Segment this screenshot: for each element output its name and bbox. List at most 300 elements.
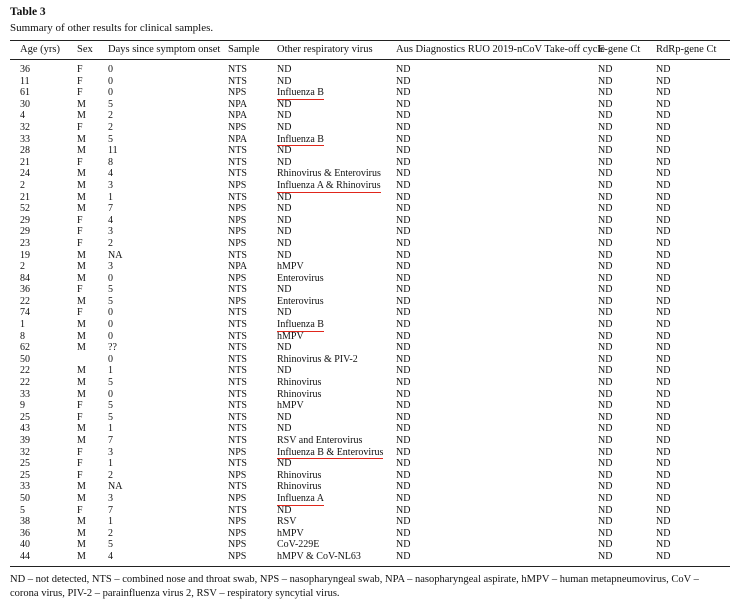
rdrp-gene-cell: ND [656,458,671,470]
sex-cell: M [77,435,86,446]
table-row [0,528,740,540]
rdrp-gene-cell: ND [656,504,671,516]
e-gene-cell: ND [598,64,613,75]
other-virus-cell: ND [277,75,292,87]
rdrp-gene-cell: ND [656,237,671,249]
other-virus-cell: ND [277,458,292,470]
rdrp-gene-cell: ND [656,539,671,551]
rdrp-gene-cell: ND [656,284,671,296]
takeoff-cycle-cell: ND [396,249,411,261]
sample-cell: NPS [228,446,247,458]
takeoff-cycle-cell: ND [396,226,411,238]
sex-cell: M [77,272,86,284]
table-row [0,470,740,482]
sex-cell: F [77,226,83,238]
other-virus-cell: CoV-229E [277,539,320,551]
takeoff-cycle-cell: ND [396,458,411,470]
footnote: ND – not detected, NTS – combined nose and throat swab, NPS – nasopharyngeal swab, NPA – nasopharyngeal aspirate, hMPV – human metapneumovirus, CoV – corona virus, PIV-2 – parainfluenza virus 2, RSV – respiratory syncytial virus. [10,574,699,599]
sample-cell: NPS [228,295,247,307]
age-cell: 39 [20,435,30,446]
takeoff-cycle-cell: ND [396,156,411,168]
sex-cell: F [77,458,83,470]
other-virus-cell: Enterovirus [277,295,324,307]
age-cell: 44 [20,550,30,562]
e-gene-cell: ND [598,550,613,562]
table-row [0,331,740,343]
days-cell: 11 [108,145,118,157]
days-cell: 5 [108,133,113,145]
days-cell: 8 [108,156,113,168]
sample-cell: NPS [228,226,247,238]
takeoff-cycle-cell: ND [396,64,411,75]
days-cell: 0 [108,388,113,400]
sex-cell: M [77,377,86,389]
other-virus-cell: ND [277,64,292,75]
other-virus-cell: RSV [277,516,297,528]
age-cell: 32 [20,446,30,458]
sex-cell: F [77,121,83,133]
rdrp-gene-cell: ND [656,64,671,75]
rdrp-gene-cell: ND [656,423,671,435]
takeoff-cycle-cell: ND [396,261,411,273]
sex-cell: M [77,423,86,435]
age-cell: 84 [20,272,30,284]
sex-cell: M [77,203,86,215]
e-gene-cell: ND [598,307,613,319]
sample-cell: NPS [228,237,247,249]
sample-cell: NTS [228,307,247,319]
e-gene-cell: ND [598,400,613,412]
sex-cell: M [77,550,86,562]
takeoff-cycle-cell: ND [396,191,411,203]
days-cell: 0 [108,272,113,284]
sex-cell: M [77,539,86,551]
other-virus-cell: Rhinovirus & Enterovirus [277,168,381,180]
takeoff-cycle-cell: ND [396,365,411,377]
sex-cell: M [77,261,86,273]
age-cell: 2 [20,179,25,191]
sample-cell: NTS [228,75,247,87]
takeoff-cycle-cell: ND [396,203,411,215]
sex-cell: M [77,388,86,400]
e-gene-cell: ND [598,365,613,377]
e-gene-cell: ND [598,423,613,435]
sex-cell: M [77,492,86,504]
sample-cell: NTS [228,284,247,296]
other-virus-cell: ND [277,249,292,261]
days-cell: 5 [108,284,113,296]
age-cell: 1 [20,319,25,331]
table-row [0,261,740,273]
header-age: Age (yrs) [20,44,60,55]
sex-cell: M [77,481,86,493]
sex-cell: M [77,365,86,377]
table-row [0,551,740,563]
sex-cell: M [77,342,86,354]
e-gene-cell: ND [598,469,613,481]
table-row [0,412,740,424]
age-cell: 9 [20,400,25,412]
table-row [0,458,740,470]
takeoff-cycle-cell: ND [396,400,411,412]
rdrp-gene-cell: ND [656,435,671,446]
age-cell: 36 [20,284,30,296]
other-virus-cell: ND [277,423,292,435]
other-virus-cell: Rhinovirus [277,388,322,400]
days-cell: 5 [108,98,113,110]
rdrp-gene-cell: ND [656,226,671,238]
sex-cell: F [77,156,83,168]
sample-cell: NTS [228,64,247,75]
days-cell: 0 [108,75,113,87]
sample-cell: NTS [228,156,247,168]
takeoff-cycle-cell: ND [396,550,411,562]
table-row [0,157,740,169]
age-cell: 8 [20,330,25,342]
rdrp-gene-cell: ND [656,550,671,562]
e-gene-cell: ND [598,435,613,446]
table-bottom-rule [10,566,730,567]
days-cell: 2 [108,121,113,133]
days-cell: 3 [108,492,113,504]
takeoff-cycle-cell: ND [396,75,411,87]
header-sex: Sex [77,44,93,55]
rdrp-gene-cell: ND [656,319,671,331]
age-cell: 33 [20,388,30,400]
takeoff-cycle-cell: ND [396,237,411,249]
sex-cell: F [77,214,83,226]
days-cell: 4 [108,168,113,180]
other-virus-cell: hMPV [277,527,304,539]
e-gene-cell: ND [598,539,613,551]
table-row [0,87,740,99]
rdrp-gene-cell: ND [656,261,671,273]
days-cell: 3 [108,226,113,238]
age-cell: 25 [20,458,30,470]
age-cell: 25 [20,469,30,481]
e-gene-cell: ND [598,458,613,470]
table-row [0,423,740,435]
table-row [0,377,740,389]
rdrp-gene-cell: ND [656,133,671,145]
e-gene-cell: ND [598,179,613,191]
sex-cell: M [77,168,86,180]
takeoff-cycle-cell: ND [396,504,411,516]
sex-cell: F [77,87,83,99]
e-gene-cell: ND [598,342,613,354]
other-virus-cell: Rhinovirus [277,481,322,493]
days-cell: 3 [108,261,113,273]
age-cell: 25 [20,411,30,423]
table-row [0,354,740,366]
rdrp-gene-cell: ND [656,400,671,412]
days-cell: 1 [108,423,113,435]
e-gene-cell: ND [598,145,613,157]
table-row [0,539,740,551]
other-virus-cell: Influenza B [277,319,324,331]
other-virus-cell: Influenza A [277,492,324,504]
age-cell: 19 [20,249,30,261]
table-header-rule [10,59,730,60]
age-cell: 22 [20,295,30,307]
other-virus-cell: ND [277,121,292,133]
sex-cell: M [77,179,86,191]
other-virus-cell: ND [277,504,292,516]
table-row [0,273,740,285]
rdrp-gene-cell: ND [656,295,671,307]
e-gene-cell: ND [598,377,613,389]
other-virus-cell: Influenza A & Rhinovirus [277,179,381,191]
rdrp-gene-cell: ND [656,191,671,203]
age-cell: 29 [20,214,30,226]
other-virus-cell: ND [277,284,292,296]
sample-cell: NPS [228,214,247,226]
takeoff-cycle-cell: ND [396,98,411,110]
sex-cell: M [77,516,86,528]
header-takeoff-cycle: Aus Diagnostics RUO 2019-nCoV Take-off cycle [396,44,605,55]
rdrp-gene-cell: ND [656,516,671,528]
sample-cell: NPS [228,550,247,562]
rdrp-gene-cell: ND [656,353,671,365]
sample-cell: NTS [228,458,247,470]
takeoff-cycle-cell: ND [396,353,411,365]
table-row [0,76,740,88]
takeoff-cycle-cell: ND [396,319,411,331]
sample-cell: NTS [228,504,247,516]
sample-cell: NPS [228,87,247,99]
days-cell: 5 [108,539,113,551]
table-row [0,134,740,146]
sex-cell: F [77,400,83,412]
age-cell: 24 [20,168,30,180]
days-cell: 2 [108,110,113,122]
takeoff-cycle-cell: ND [396,492,411,504]
sample-cell: NTS [228,168,247,180]
sample-cell: NPS [228,492,247,504]
sex-cell: M [77,110,86,122]
sample-cell: NTS [228,411,247,423]
other-virus-cell: Influenza B [277,87,324,99]
other-virus-cell: Influenza B [277,133,324,145]
takeoff-cycle-cell: ND [396,527,411,539]
days-cell: 0 [108,353,113,365]
sex-cell: M [77,319,86,331]
age-cell: 33 [20,133,30,145]
takeoff-cycle-cell: ND [396,411,411,423]
days-cell: ?? [108,342,117,354]
sex-cell: F [77,504,83,516]
rdrp-gene-cell: ND [656,121,671,133]
other-virus-cell: hMPV [277,261,304,273]
e-gene-cell: ND [598,133,613,145]
other-virus-cell: ND [277,203,292,215]
e-gene-cell: ND [598,249,613,261]
table-row [0,493,740,505]
e-gene-cell: ND [598,121,613,133]
age-cell: 36 [20,64,30,75]
e-gene-cell: ND [598,75,613,87]
header-e-gene: E-gene Ct [598,44,641,55]
days-cell: 0 [108,64,113,75]
age-cell: 52 [20,203,30,215]
table-row [0,226,740,238]
days-cell: 5 [108,377,113,389]
table-row [0,447,740,459]
table-row [0,110,740,122]
sex-cell: F [77,64,83,75]
sex-cell: M [77,191,86,203]
table-caption: Summary of other results for clinical samples. [10,22,214,34]
other-virus-cell: ND [277,307,292,319]
sex-cell: M [77,249,86,261]
rdrp-gene-cell: ND [656,110,671,122]
rdrp-gene-cell: ND [656,481,671,493]
age-cell: 61 [20,87,30,99]
days-cell: 7 [108,435,113,446]
sample-cell: NTS [228,319,247,331]
rdrp-gene-cell: ND [656,203,671,215]
days-cell: 4 [108,550,113,562]
days-cell: 7 [108,504,113,516]
rdrp-gene-cell: ND [656,272,671,284]
other-virus-cell: Enterovirus [277,272,324,284]
other-virus-cell: hMPV & CoV-NL63 [277,550,361,562]
other-virus-cell: ND [277,365,292,377]
other-virus-cell: ND [277,98,292,110]
other-virus-cell: ND [277,237,292,249]
takeoff-cycle-cell: ND [396,133,411,145]
takeoff-cycle-cell: ND [396,469,411,481]
sample-cell: NPA [228,261,248,273]
rdrp-gene-cell: ND [656,249,671,261]
e-gene-cell: ND [598,504,613,516]
days-cell: 2 [108,469,113,481]
days-cell: 1 [108,458,113,470]
table-row [0,238,740,250]
takeoff-cycle-cell: ND [396,307,411,319]
e-gene-cell: ND [598,411,613,423]
sex-cell: F [77,469,83,481]
takeoff-cycle-cell: ND [396,481,411,493]
takeoff-cycle-cell: ND [396,214,411,226]
table-row [0,435,740,447]
sample-cell: NPA [228,98,248,110]
table-row [0,122,740,134]
sex-cell: M [77,133,86,145]
takeoff-cycle-cell: ND [396,121,411,133]
takeoff-cycle-cell: ND [396,388,411,400]
rdrp-gene-cell: ND [656,342,671,354]
e-gene-cell: ND [598,527,613,539]
rdrp-gene-cell: ND [656,446,671,458]
header-rdrp-gene: RdRp-gene Ct [656,44,717,55]
table-row [0,145,740,157]
age-cell: 5 [20,504,25,516]
days-cell: 0 [108,330,113,342]
table-row [0,215,740,227]
age-cell: 50 [20,492,30,504]
days-cell: 5 [108,295,113,307]
sample-cell: NTS [228,342,247,354]
other-virus-cell: ND [277,110,292,122]
e-gene-cell: ND [598,446,613,458]
rdrp-gene-cell: ND [656,145,671,157]
sample-cell: NPS [228,469,247,481]
age-cell: 22 [20,377,30,389]
e-gene-cell: ND [598,516,613,528]
other-virus-cell: ND [277,145,292,157]
e-gene-cell: ND [598,237,613,249]
takeoff-cycle-cell: ND [396,377,411,389]
rdrp-gene-cell: ND [656,411,671,423]
sex-cell: F [77,237,83,249]
takeoff-cycle-cell: ND [396,110,411,122]
e-gene-cell: ND [598,330,613,342]
days-cell: 0 [108,319,113,331]
table-row [0,365,740,377]
sample-cell: NTS [228,145,247,157]
e-gene-cell: ND [598,191,613,203]
days-cell: 1 [108,191,113,203]
header-days: Days since symptom onset [108,44,221,55]
sex-cell: F [77,411,83,423]
sample-cell: NPS [228,539,247,551]
e-gene-cell: ND [598,156,613,168]
sample-cell: NTS [228,388,247,400]
rdrp-gene-cell: ND [656,388,671,400]
table-row [0,516,740,528]
rdrp-gene-cell: ND [656,492,671,504]
sample-cell: NTS [228,353,247,365]
sample-cell: NPS [228,516,247,528]
rdrp-gene-cell: ND [656,330,671,342]
days-cell: 2 [108,237,113,249]
other-virus-cell: ND [277,156,292,168]
header-sample: Sample [228,44,260,55]
takeoff-cycle-cell: ND [396,145,411,157]
rdrp-gene-cell: ND [656,168,671,180]
days-cell: 1 [108,516,113,528]
rdrp-gene-cell: ND [656,156,671,168]
e-gene-cell: ND [598,284,613,296]
e-gene-cell: ND [598,319,613,331]
table-row [0,481,740,493]
age-cell: 40 [20,539,30,551]
table-row [0,64,740,76]
age-cell: 30 [20,98,30,110]
takeoff-cycle-cell: ND [396,272,411,284]
sample-cell: NPS [228,121,247,133]
takeoff-cycle-cell: ND [396,423,411,435]
rdrp-gene-cell: ND [656,307,671,319]
rdrp-gene-cell: ND [656,377,671,389]
e-gene-cell: ND [598,481,613,493]
e-gene-cell: ND [598,272,613,284]
age-cell: 21 [20,191,30,203]
table-row [0,250,740,262]
other-virus-cell: ND [277,342,292,354]
sample-cell: NPS [228,203,247,215]
age-cell: 43 [20,423,30,435]
takeoff-cycle-cell: ND [396,330,411,342]
takeoff-cycle-cell: ND [396,446,411,458]
other-virus-cell: ND [277,214,292,226]
days-cell: 3 [108,179,113,191]
rdrp-gene-cell: ND [656,527,671,539]
table-row [0,342,740,354]
takeoff-cycle-cell: ND [396,516,411,528]
takeoff-cycle-cell: ND [396,435,411,446]
